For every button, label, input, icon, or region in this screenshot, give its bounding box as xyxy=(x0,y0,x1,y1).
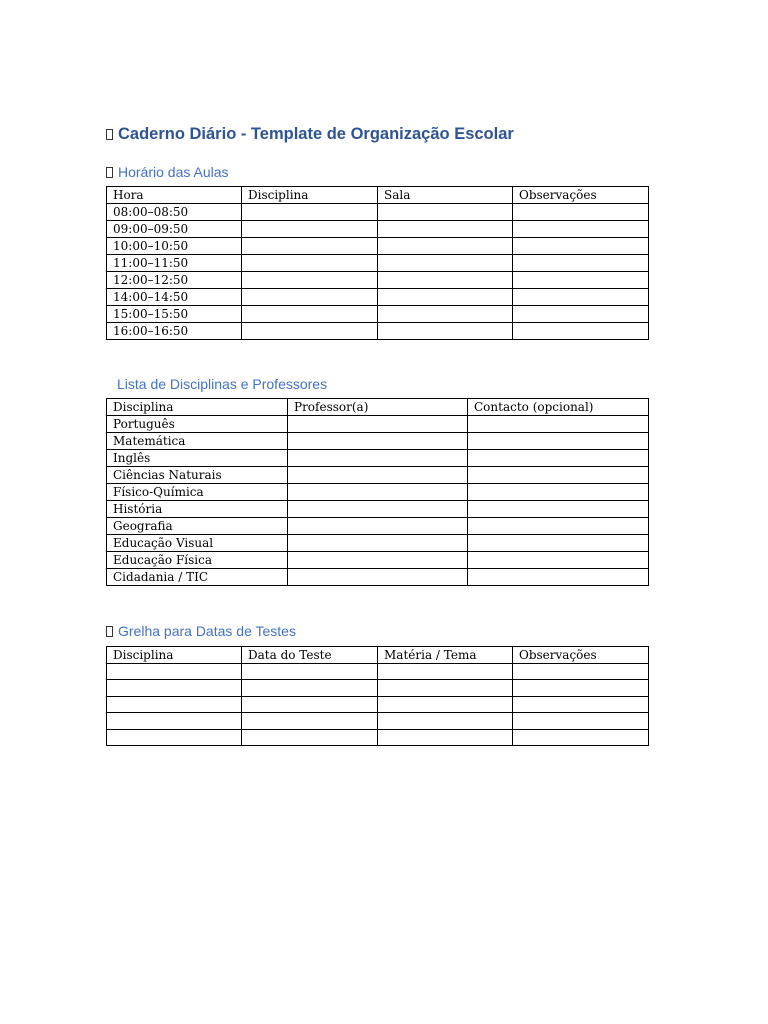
empty-cell xyxy=(242,729,378,745)
empty-cell xyxy=(107,729,242,745)
table-row xyxy=(107,323,649,340)
empty-cell xyxy=(378,713,513,729)
table-row xyxy=(107,204,649,221)
table-row xyxy=(107,569,649,586)
empty-cell xyxy=(378,729,513,745)
subject-cell: Português xyxy=(107,416,288,433)
empty-cell xyxy=(378,238,513,255)
table-header-row xyxy=(107,647,649,664)
table-row xyxy=(107,713,649,729)
subject-cell: Educação Visual xyxy=(107,535,288,552)
column-header: Data do Teste xyxy=(242,647,378,664)
column-header: Disciplina xyxy=(107,647,242,664)
table-header-row xyxy=(107,187,649,204)
tests-table-body xyxy=(107,647,649,746)
empty-cell xyxy=(468,501,649,518)
subject-cell: Educação Física xyxy=(107,552,288,569)
subject-cell: Cidadania / TIC xyxy=(107,569,288,586)
empty-cell xyxy=(378,664,513,680)
subject-cell: História xyxy=(107,501,288,518)
table-header-row xyxy=(107,399,649,416)
table-row xyxy=(107,518,649,535)
column-header: Contacto (opcional) xyxy=(468,399,649,416)
table-row xyxy=(107,238,649,255)
empty-cell xyxy=(378,306,513,323)
document-title-text: Caderno Diário - Template de Organização Escolar xyxy=(118,125,514,143)
table-row xyxy=(107,221,649,238)
table-row xyxy=(107,664,649,680)
table-row xyxy=(107,289,649,306)
column-header: Observações xyxy=(513,647,649,664)
subject-cell: Ciências Naturais xyxy=(107,467,288,484)
empty-cell xyxy=(513,664,649,680)
empty-cell xyxy=(513,713,649,729)
empty-cell xyxy=(513,238,649,255)
section-heading-disciplinas xyxy=(117,376,327,392)
table-row xyxy=(107,467,649,484)
time-cell: 14:00–14:50 xyxy=(107,289,242,306)
table-row xyxy=(107,255,649,272)
table-row xyxy=(107,729,649,745)
empty-cell xyxy=(107,664,242,680)
subjects-table xyxy=(106,398,649,586)
empty-cell xyxy=(242,680,378,696)
section-heading-horario-text: Horário das Aulas xyxy=(118,164,229,180)
empty-cell xyxy=(468,552,649,569)
column-header: Disciplina xyxy=(107,399,288,416)
empty-cell xyxy=(107,696,242,712)
time-cell: 12:00–12:50 xyxy=(107,272,242,289)
empty-cell xyxy=(288,535,468,552)
subject-cell: Físico-Química xyxy=(107,484,288,501)
empty-cell xyxy=(468,518,649,535)
empty-cell xyxy=(378,272,513,289)
empty-cell xyxy=(242,713,378,729)
empty-cell xyxy=(288,433,468,450)
empty-cell xyxy=(513,221,649,238)
empty-cell xyxy=(513,272,649,289)
section-heading-testes-text: Grelha para Datas de Testes xyxy=(118,623,296,639)
empty-cell xyxy=(513,696,649,712)
tests-table xyxy=(106,646,649,746)
time-cell: 08:00–08:50 xyxy=(107,204,242,221)
table-row xyxy=(107,484,649,501)
empty-cell xyxy=(513,729,649,745)
empty-cell xyxy=(513,323,649,340)
table-row xyxy=(107,680,649,696)
table-row xyxy=(107,552,649,569)
time-cell: 16:00–16:50 xyxy=(107,323,242,340)
empty-cell xyxy=(468,433,649,450)
table-row xyxy=(107,272,649,289)
subject-cell: Geografia xyxy=(107,518,288,535)
schedule-table-body xyxy=(107,187,649,340)
column-header: Observações xyxy=(513,187,649,204)
table-row xyxy=(107,306,649,323)
empty-cell xyxy=(378,323,513,340)
empty-cell xyxy=(468,484,649,501)
subjects-table-body xyxy=(107,399,649,586)
empty-cell xyxy=(242,323,378,340)
section-heading-horario xyxy=(106,164,229,180)
empty-cell xyxy=(107,713,242,729)
empty-cell xyxy=(242,238,378,255)
column-header: Matéria / Tema xyxy=(378,647,513,664)
column-header: Disciplina xyxy=(242,187,378,204)
empty-cell xyxy=(288,416,468,433)
table-row xyxy=(107,416,649,433)
empty-cell xyxy=(288,450,468,467)
empty-cell xyxy=(468,535,649,552)
empty-cell xyxy=(288,467,468,484)
table-row xyxy=(107,450,649,467)
empty-cell xyxy=(378,696,513,712)
empty-cell xyxy=(242,272,378,289)
section-heading-testes xyxy=(106,623,296,639)
empty-cell xyxy=(107,680,242,696)
empty-cell xyxy=(513,289,649,306)
empty-cell xyxy=(378,255,513,272)
empty-cell xyxy=(513,680,649,696)
empty-cell xyxy=(242,221,378,238)
empty-cell xyxy=(378,221,513,238)
missing-glyph-icon xyxy=(106,129,113,140)
empty-cell xyxy=(468,569,649,586)
table-row xyxy=(107,501,649,518)
section-heading-disciplinas-text: Lista de Disciplinas e Professores xyxy=(117,376,328,392)
empty-cell xyxy=(242,204,378,221)
empty-cell xyxy=(242,255,378,272)
table-row xyxy=(107,433,649,450)
subject-cell: Matemática xyxy=(107,433,288,450)
missing-glyph-icon xyxy=(106,167,113,178)
empty-cell xyxy=(242,664,378,680)
schedule-table xyxy=(106,186,649,340)
empty-cell xyxy=(288,569,468,586)
time-cell: 09:00–09:50 xyxy=(107,221,242,238)
document-title xyxy=(106,125,514,144)
empty-cell xyxy=(378,204,513,221)
time-cell: 11:00–11:50 xyxy=(107,255,242,272)
empty-cell xyxy=(513,255,649,272)
empty-cell xyxy=(468,450,649,467)
table-row xyxy=(107,535,649,552)
empty-cell xyxy=(468,467,649,484)
empty-cell xyxy=(288,484,468,501)
empty-cell xyxy=(378,680,513,696)
empty-cell xyxy=(242,696,378,712)
column-header: Professor(a) xyxy=(288,399,468,416)
empty-cell xyxy=(378,289,513,306)
missing-glyph-icon xyxy=(106,626,113,637)
time-cell: 10:00–10:50 xyxy=(107,238,242,255)
empty-cell xyxy=(513,204,649,221)
table-row xyxy=(107,696,649,712)
column-header: Hora xyxy=(107,187,242,204)
empty-cell xyxy=(288,501,468,518)
empty-cell xyxy=(242,289,378,306)
column-header: Sala xyxy=(378,187,513,204)
empty-cell xyxy=(513,306,649,323)
empty-cell xyxy=(468,416,649,433)
empty-cell xyxy=(242,306,378,323)
time-cell: 15:00–15:50 xyxy=(107,306,242,323)
empty-cell xyxy=(288,518,468,535)
subject-cell: Inglês xyxy=(107,450,288,467)
empty-cell xyxy=(288,552,468,569)
